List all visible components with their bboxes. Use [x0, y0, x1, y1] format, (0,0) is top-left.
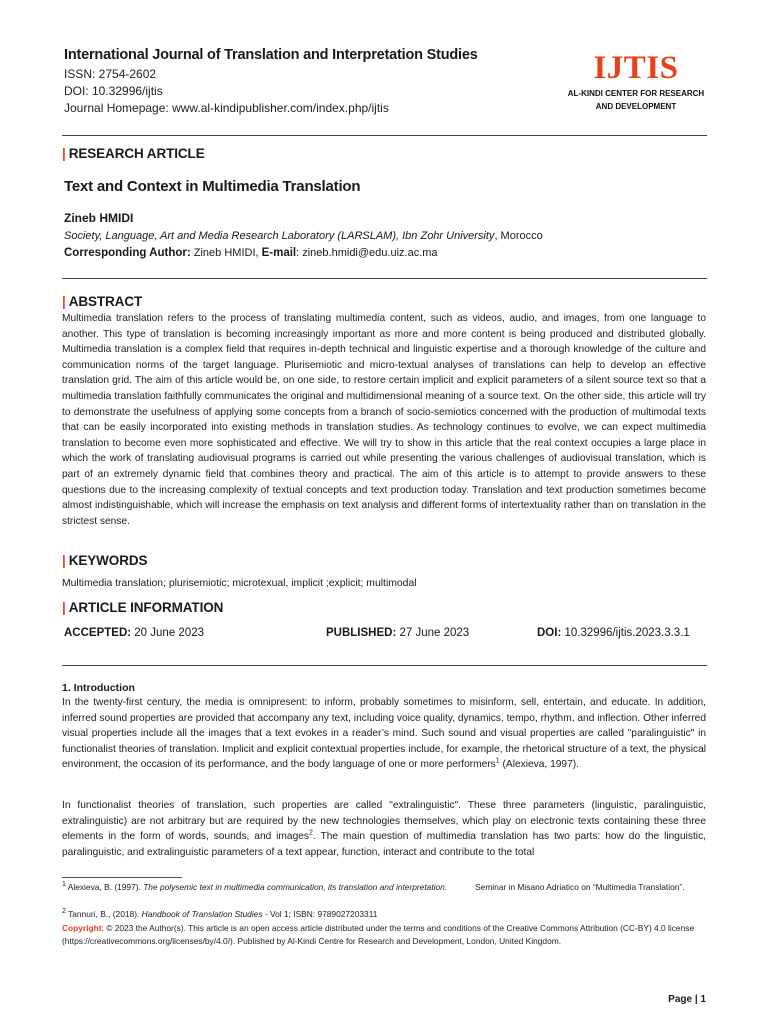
footnote-2: [62, 908, 706, 921]
published-date: [326, 627, 469, 639]
footnote-1-title: The polysemic text in multimedia communication, its translation and interpretation.: [143, 882, 448, 892]
published-value: 27 June 2023: [396, 627, 470, 639]
keywords-heading: [62, 553, 147, 568]
affiliation-country: , Morocco: [494, 230, 543, 242]
logo-mark: IJTIS: [593, 50, 679, 86]
abstract-heading: [62, 294, 142, 309]
article-doi: [537, 627, 690, 639]
article-type-heading: [62, 146, 205, 161]
accent-bar: |: [62, 600, 66, 615]
intro-p2-end: . The main question of multimedia translation has two parts: how do the linguistic, paralinguistic, and extralinguistic parameters of a text appear, function, interact and contribute to the total: [62, 831, 706, 858]
footnote-1-source: Seminar in Misano Adriatico on “Multimedia Translation”.: [447, 882, 685, 892]
footnote-1-author: Alexieva, B. (1997).: [65, 882, 144, 892]
affiliation-institution: Society, Language, Art and Media Research Laboratory (LARSLAM), Ibn Zohr University: [64, 230, 495, 242]
corr-label: Corresponding Author:: [64, 247, 191, 259]
doi-value[interactable]: 10.32996/ijtis.2023.3.3.1: [561, 627, 690, 639]
article-info-heading-text: ARTICLE INFORMATION: [68, 600, 224, 615]
abstract-heading-text: ABSTRACT: [68, 294, 143, 309]
article-header-divider: [62, 278, 707, 279]
intro-p2-text: In functionalist theories of translation, such properties are called "extralinguistic". These three parameters (linguistic, paralinguistic, extralinguistic) are not arbitrary but are required by the new technologies themselves, which play on electronic texts containing these three elements in the form of words, sounds, and images: [62, 800, 706, 843]
published-label: PUBLISHED:: [326, 627, 397, 639]
accepted-label: ACCEPTED:: [64, 627, 132, 639]
info-divider: [62, 665, 707, 666]
author-name: Zineb HMIDI: [64, 211, 134, 225]
footnote-ref-1[interactable]: 1: [495, 757, 500, 765]
journal-logo: [566, 50, 706, 112]
corr-email[interactable]: : zineb.hmidi@edu.uiz.ac.ma: [296, 247, 438, 259]
footnote-ref-2[interactable]: 2: [309, 829, 313, 837]
header-divider: [62, 135, 707, 136]
journal-homepage[interactable]: Journal Homepage: www.al-kindipublisher.com/index.php/ijtis: [64, 101, 389, 115]
accepted-value: 20 June 2023: [131, 627, 204, 639]
footnote-2-author: Tannuri, B., (2018).: [65, 909, 142, 919]
copyright-notice: [62, 922, 706, 948]
email-label: E-mail: [261, 247, 297, 259]
accent-bar: |: [62, 553, 66, 568]
accent-bar: |: [62, 294, 66, 309]
keywords-heading-text: KEYWORDS: [68, 553, 148, 568]
logo-subtitle-line-1: AL-KINDI CENTER FOR RESEARCH: [567, 89, 705, 98]
doi-label: DOI:: [537, 627, 562, 639]
article-title: Text and Context in Multimedia Translation: [64, 178, 361, 195]
intro-p1-end: (Alexieva, 1997).: [499, 759, 579, 771]
footnote-2-title: Handbook of Translation Studies: [141, 909, 263, 919]
journal-title: International Journal of Translation and Interpretation Studies: [64, 47, 478, 63]
article-type: RESEARCH ARTICLE: [68, 146, 205, 161]
intro-paragraph-2: [62, 798, 706, 860]
footnote-divider: [62, 877, 182, 878]
logo-subtitle-line-2: AND DEVELOPMENT: [595, 102, 677, 111]
corresponding-author: [64, 247, 438, 259]
intro-p1-text: In the twenty-first century, the media is omnipresent: to inform, probably sometimes to misinform, sell, entertain, and educate. In addition, inferred sound properties are provided that accompany any text, including voice quality, dynamics, tempo, rhythm, and inflection. Other inferred visual properties include all the images that a text evokes in a reader’s mind. Such sound and visual properties are called "paralinguistic" in functionalist theories of translation. Implicit and explicit contextual properties include, for example, the rhetorical structure of a text, the physical environment, the occasion of its performance, and the body language of one or more performers: [62, 697, 706, 771]
intro-paragraph-1: [62, 695, 706, 773]
author-affiliation: [64, 230, 543, 242]
accepted-date: [64, 627, 204, 639]
footnote-1-number: 1: [62, 881, 66, 889]
journal-doi: DOI: 10.32996/ijtis: [64, 84, 163, 98]
corr-name: Zineb HMIDI,: [190, 247, 262, 259]
copyright-label: Copyright: [62, 923, 102, 933]
footnote-2-number: 2: [62, 908, 66, 916]
footnote-1: [62, 881, 706, 894]
abstract-text: Multimedia translation refers to the process of translating multimedia content, such as videos, audio, and images, from one language to another. This type of translation is becoming increasingly important as more and more content is being produced and distributed globally. Multimedia translation is a complex field that requires in-depth technical and linguistic expertise and a thorough knowledge of the culture and communication norms of the target language. Plurisemiotic and micro-textual analyses of translations can help to develop an effective translation grid. The aim of this article would be, on one side, to restore certain implicit and explicit parameters of a silent source text so that a multimedia translation faithfully communicates the original and multidimensional meaning of a source text. On the other side, this article will try to demonstrate the usefulness of applying some concepts from a branch of socio-semiotics concerned with the production of multimodal texts that can be easily incorporated into existing methods in translation studies. As technology continues to evolve, we can expect multimedia translation to become even more sophisticated and effective. We will try to show in this article that the real context occupies a large place in which the work of translating audiovisual programs is carried out while presenting the various challenges of audiovisual translation, which is part of an extremely dynamic field that combines theory and practical. The aim of this article is to attempt to provide answers to these questions due to the increasing complexity of textual concepts and text production today. Translation and text production sometimes become almost indistinguishable, which will increase the emphasis on text analysis and different forms of intertextuality rather than on translation in the strictest sense.: [62, 313, 706, 527]
footnote-2-source: - Vol 1; ISBN: 9789027203311: [262, 909, 378, 919]
keywords-text: Multimedia translation; plurisemiotic; microtexual, implicit ;explicit; multimodal: [62, 578, 417, 589]
page-number-value: 1: [700, 994, 706, 1005]
article-info-heading: [62, 600, 223, 615]
page-label: Page |: [668, 994, 701, 1005]
accent-bar: |: [62, 146, 66, 161]
introduction-heading: 1. Introduction: [62, 682, 135, 694]
page-number: [640, 994, 706, 1005]
copyright-text: : © 2023 the Author(s). This article is an open access article distributed under the terms and conditions of the Creative Commons Attribution (CC-BY) 4.0 license (https://creativecommons.org/licenses/by/4.0/). Published by Al-Kindi Centre for Research and Development, London, United Kingdom.: [62, 923, 695, 946]
journal-issn: ISSN: 2754-2602: [64, 67, 157, 81]
